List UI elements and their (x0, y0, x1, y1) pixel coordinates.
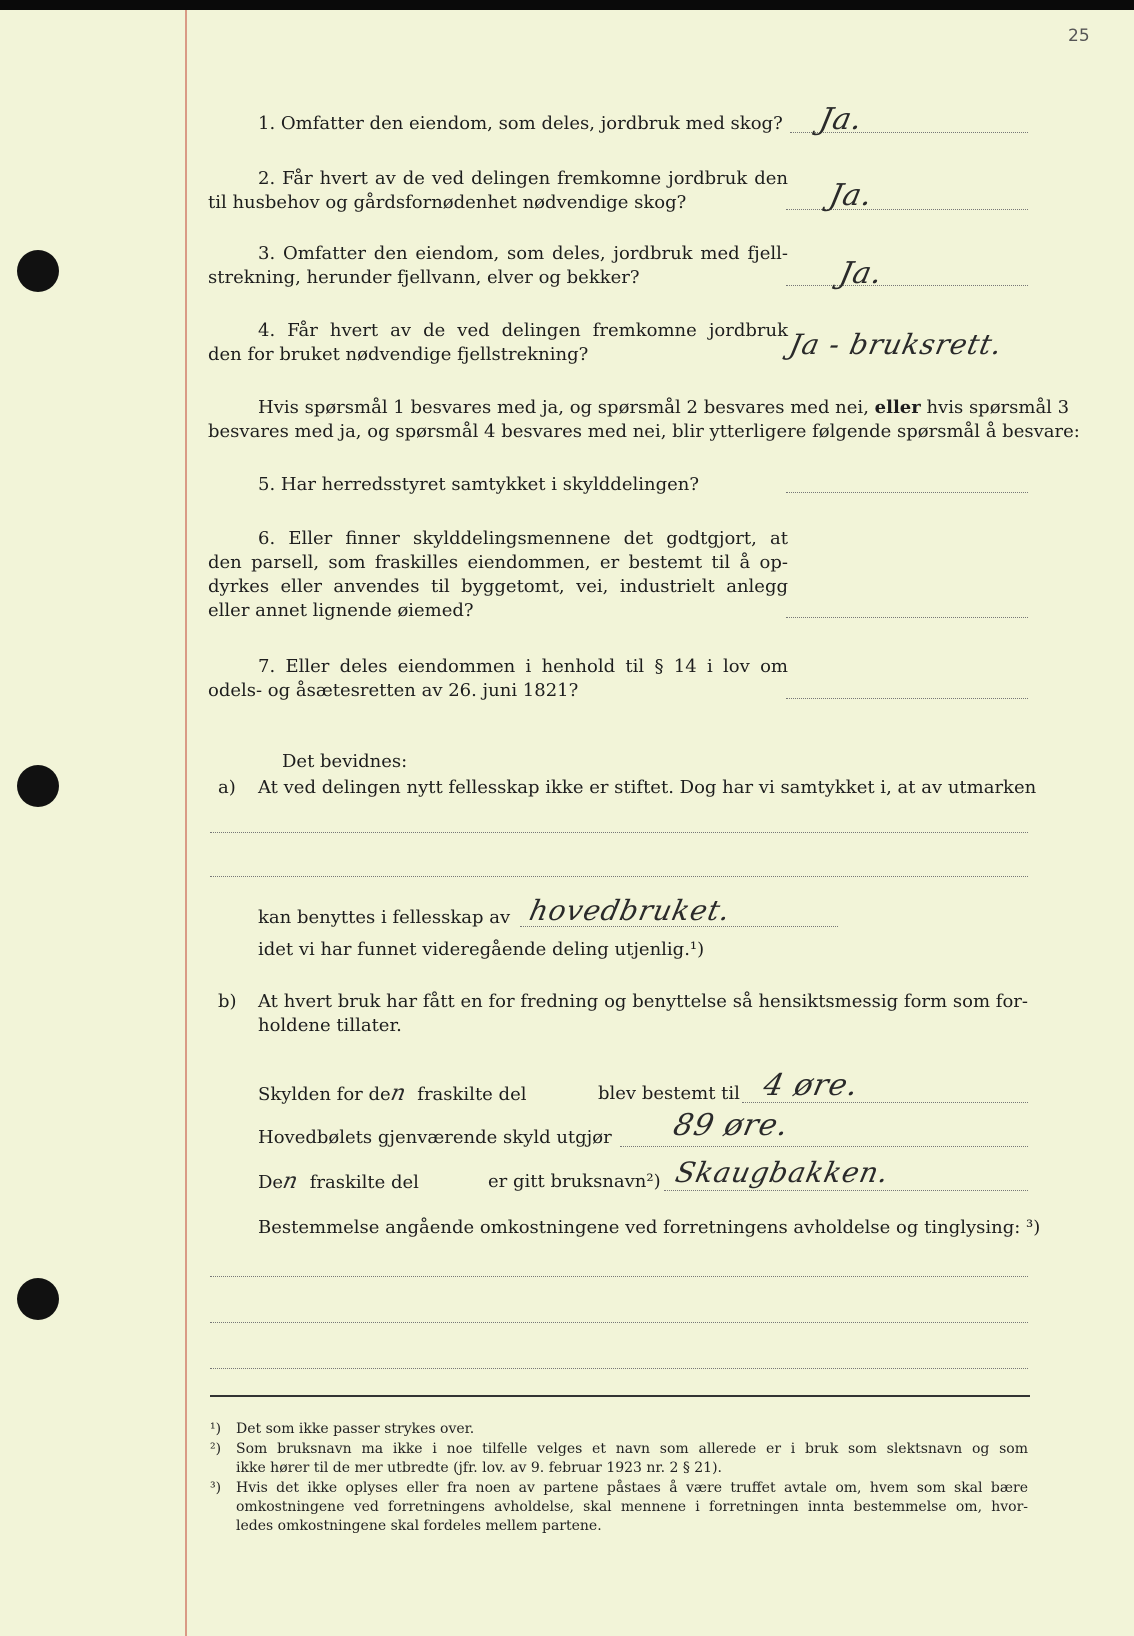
handwritten-answer: 89 øre. (670, 1108, 793, 1143)
blank-line (210, 1322, 1028, 1323)
question-2-line-1: 2. Får hvert av de ved delingen fremkomne jordbruk den (258, 168, 788, 189)
item-a-text: At ved delingen nytt fellesskap ikke er stiftet. Dog har vi samtykket i, at av utmarken (258, 777, 1037, 798)
handwritten-fill: n (280, 1169, 302, 1194)
attest-heading: Det bevidnes: (282, 751, 408, 772)
item-b-line-1: At hvert bruk har fått en for fredning og benyttelse så hensiktsmessig form som for- (258, 991, 1028, 1012)
question-6-line-2: den parsell, som fraskilles eiendommen, er bestemt til å op- (208, 552, 788, 573)
bruksnavn-label-c: er gitt bruksnavn²) (488, 1171, 661, 1192)
footnote-3-line-1: Hvis det ikke oplyses eller fra noen av partene påstaes å være truffet avtale om, hvem som skal bære (236, 1480, 1028, 1496)
item-a-conclusion: idet vi har funnet videregående deling utjenlig.¹) (258, 939, 705, 960)
item-b-line-2: holdene tillater. (258, 1015, 402, 1036)
skyld-label-c: blev bestemt til (598, 1083, 740, 1104)
answer-line (664, 1190, 1028, 1191)
answer-line (786, 698, 1028, 699)
question-4-line-2: den for bruket nødvendige fjellstrekning? (208, 344, 589, 365)
footnote-3-line-3: ledes omkostningene skal fordeles mellem partene. (236, 1518, 602, 1534)
footnote-2-line-2: ikke hører til de mer utbredte (jfr. lov. av 9. februar 1923 nr. 2 § 21). (236, 1460, 723, 1476)
footnote-3-mark: ³) (210, 1480, 222, 1496)
answer-line (786, 492, 1028, 493)
question-4-line-1: 4. Får hvert av de ved delingen fremkomne jordbruk (258, 320, 788, 341)
question-2-line-2: til husbehov og gårdsfornødenhet nødvendige skog? (208, 192, 687, 213)
question-7-line-2: odels- og åsætesretten av 26. juni 1821? (208, 680, 579, 701)
handwritten-answer: Ja - bruksrett. (786, 328, 1006, 361)
handwritten-answer: Ja. (836, 256, 887, 291)
blank-line (210, 1276, 1028, 1277)
handwritten-answer: Ja. (826, 178, 877, 213)
question-5: 5. Har herredsstyret samtykket i skylddelingen? (258, 474, 699, 495)
footnote-1: Det som ikke passer strykes over. (236, 1421, 475, 1437)
blank-line (210, 876, 1028, 877)
question-3-line-2: strekning, herunder fjellvann, elver og bekker? (208, 267, 640, 288)
footnote-divider (210, 1395, 1030, 1397)
bestemmelse-label: Bestemmelse angående omkostningene ved forretningens avholdelse og tinglysing: ³) (258, 1217, 1041, 1238)
document-page (0, 10, 1134, 1636)
question-6-line-4: eller annet lignende øiemed? (208, 600, 474, 621)
blank-line (210, 1368, 1028, 1369)
answer-line (786, 209, 1028, 210)
footnote-2-mark: ²) (210, 1441, 222, 1457)
emphasis-eller: eller (874, 397, 921, 418)
blank-line (210, 832, 1028, 833)
footnote-1-mark: ¹) (210, 1421, 222, 1437)
question-7-line-1: 7. Eller deles eiendommen i henhold til § 14 i lov om (258, 656, 788, 677)
instruction-line-1: Hvis spørsmål 1 besvares med ja, og spørsmål 2 besvares med nei, eller hvis spørsmål 3 (258, 397, 1070, 418)
item-b-label: b) (218, 991, 237, 1012)
hovedbol-label: Hovedbølets gjenværende skyld utgjør (258, 1127, 612, 1148)
handwritten-fill: n (388, 1081, 409, 1106)
bruksnavn-label: Den fraskilte del (258, 1169, 419, 1194)
footnote-2-line-1: Som bruksnavn ma ikke i noe tilfelle velges et navn som allerede er i bruk som slektsnavn og som (236, 1441, 1028, 1457)
footnote-3-line-2: omkostningene ved forretningens avholdelse, skal mennene i forretningen innta bestemmelse om, hvor- (236, 1499, 1028, 1515)
item-a-label: a) (218, 777, 236, 798)
question-6-line-3: dyrkes eller anvendes til byggetomt, vei, industrielt anlegg (208, 576, 788, 597)
handwritten-answer: 4 øre. (760, 1068, 863, 1103)
page-number: 25 (1068, 26, 1090, 46)
skyld-label: Skylden for den fraskilte del (258, 1081, 527, 1106)
punch-hole (17, 765, 59, 807)
margin-line (185, 10, 187, 1636)
question-1: 1. Omfatter den eiendom, som deles, jordbruk med skog? (258, 113, 783, 134)
handwritten-answer: Ja. (816, 102, 867, 137)
punch-hole (17, 250, 59, 292)
question-3-line-1: 3. Omfatter den eiendom, som deles, jordbruk med fjell- (258, 243, 788, 264)
answer-line (786, 285, 1028, 286)
handwritten-answer: Skaugbakken. (672, 1156, 893, 1189)
shared-use-label: kan benyttes i fellesskap av (258, 907, 511, 928)
punch-hole (17, 1278, 59, 1320)
question-6-line-1: 6. Eller finner skylddelingsmennene det godtgjort, at (258, 528, 788, 549)
instruction-line-2: besvares med ja, og spørsmål 4 besvares med nei, blir ytterligere følgende spørsmål å besvare: (208, 421, 1080, 442)
handwritten-answer: hovedbruket. (526, 894, 734, 927)
answer-line (786, 617, 1028, 618)
answer-line (620, 1146, 1028, 1147)
